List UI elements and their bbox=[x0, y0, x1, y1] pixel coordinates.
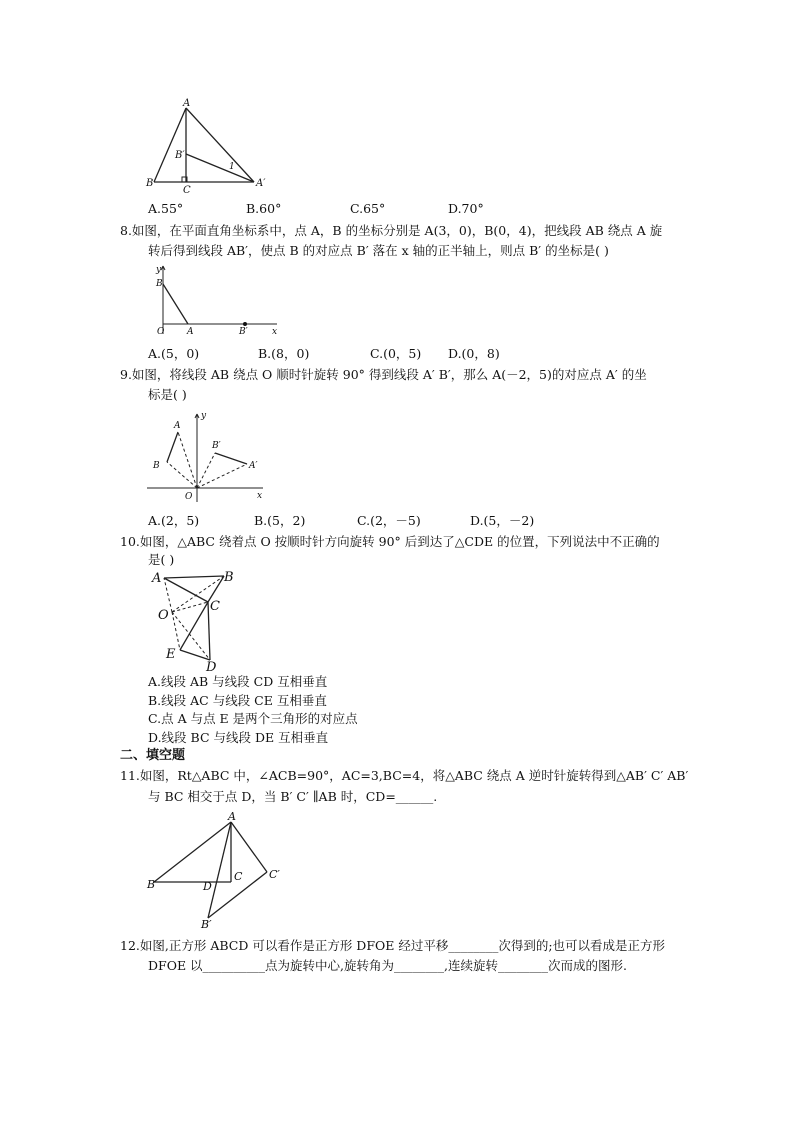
q9-label-O: O bbox=[185, 492, 193, 502]
q11-label-B: B bbox=[147, 878, 156, 891]
q9-label-A: A bbox=[174, 421, 181, 431]
q8-line2: 转后得到线段 AB′，使点 B 的对应点 B′ 落在 x 轴的正半轴上，则点 B′ 的坐标是( ) bbox=[148, 243, 609, 258]
q9-line2: 标是( ) bbox=[148, 387, 187, 402]
q11-label-Cp: C′ bbox=[269, 868, 280, 881]
q10-label-A: A bbox=[152, 571, 162, 586]
q7-option-d: D.70° bbox=[448, 201, 484, 216]
q8-option-d: D.(0，8) bbox=[448, 346, 500, 361]
q9-option-c: C.(2，－5) bbox=[357, 513, 421, 528]
q8-line1: 8.如图，在平面直角坐标系中，点 A，B 的坐标分别是 A(3，0)，B(0，4)，把线段 AB 绕点 A 旋 bbox=[120, 223, 663, 238]
q7-option-c: C.65° bbox=[350, 201, 386, 216]
q10-label-C: C bbox=[210, 599, 220, 614]
q7-label-Ap: A′ bbox=[256, 178, 266, 189]
q11-label-C: C bbox=[234, 870, 243, 883]
q8-figure bbox=[145, 262, 285, 338]
q9-label-Bp: B′ bbox=[212, 441, 221, 451]
q7-label-A: A bbox=[183, 98, 191, 109]
q10-label-B: B bbox=[224, 570, 234, 585]
q7-label-1: 1 bbox=[229, 162, 235, 172]
q10-line1: 10.如图，△ABC 绕着点 O 按顺时针方向旋转 90° 后到达了△CDE 的位置，下列说法中不正确的 bbox=[120, 534, 660, 549]
q10-option-c: C.点 A 与点 E 是两个三角形的对应点 bbox=[148, 711, 358, 726]
q10-option-a: A.线段 AB 与线段 CD 互相垂直 bbox=[148, 674, 328, 689]
q9-option-d: D.(5，－2) bbox=[470, 513, 535, 528]
q11-figure bbox=[145, 812, 285, 930]
section-title-fill-blank: 二、填空题 bbox=[120, 748, 186, 763]
q10-label-O: O bbox=[158, 608, 169, 623]
q8-label-A: A bbox=[187, 327, 194, 337]
q10-label-E: E bbox=[166, 647, 176, 662]
q8-label-O: O bbox=[157, 327, 165, 337]
q12-line2: DFOE 以__________点为旋转中心,旋转角为________,连续旋转________次而成的图形. bbox=[148, 958, 627, 973]
q10-option-d: D.线段 BC 与线段 DE 互相垂直 bbox=[148, 730, 329, 745]
q8-label-y: y bbox=[156, 265, 162, 275]
q9-label-B: B bbox=[153, 461, 160, 471]
q8-option-b: B.(8，0) bbox=[258, 346, 310, 361]
q7-label-C: C bbox=[183, 185, 191, 196]
q10-line2: 是( ) bbox=[148, 552, 175, 567]
q10-figure bbox=[150, 568, 240, 675]
q9-option-b: B.(5，2) bbox=[254, 513, 306, 528]
q11-label-D: D bbox=[203, 880, 212, 893]
q11-line1: 11.如图，Rt△ABC 中，∠ACB=90°，AC=3,BC=4，将△ABC 绕点 A 逆时针旋转得到△AB′ C′ AB′ bbox=[120, 768, 689, 783]
q7-label-Bp: B′ bbox=[175, 150, 185, 161]
q7-option-b: B.60° bbox=[246, 201, 282, 216]
q7-label-B: B bbox=[146, 178, 154, 189]
q9-label-Ap: A′ bbox=[249, 461, 258, 471]
q7-figure bbox=[140, 98, 280, 194]
q10-label-D: D bbox=[206, 660, 217, 675]
q10-option-b: B.线段 AC 与线段 CE 互相垂直 bbox=[148, 693, 327, 708]
q9-label-y: y bbox=[201, 411, 207, 421]
q11-label-A: A bbox=[228, 810, 236, 823]
q7-option-a: A.55° bbox=[148, 201, 184, 216]
q12-line1: 12.如图,正方形 ABCD 可以看作是正方形 DFOE 经过平移________次得到的;也可以看成是正方形 bbox=[120, 938, 666, 953]
q9-figure bbox=[145, 408, 270, 504]
q8-option-a: A.(5，0) bbox=[148, 346, 200, 361]
q8-label-x: x bbox=[272, 327, 278, 337]
q8-option-c: C.(0，5) bbox=[370, 346, 422, 361]
q8-label-B: B bbox=[156, 279, 163, 289]
q9-option-a: A.(2，5) bbox=[148, 513, 200, 528]
q11-label-Bp: B′ bbox=[201, 918, 212, 931]
q9-label-x: x bbox=[257, 491, 263, 501]
q11-line2: 与 BC 相交于点 D，当 B′ C′ ∥AB 时，CD=______. bbox=[148, 789, 438, 804]
q9-line1: 9.如图，将线段 AB 绕点 O 顺时针旋转 90° 得到线段 A′ B′，那么 A(－2，5)的对应点 A′ 的坐 bbox=[120, 367, 647, 382]
q8-label-Bp: B′ bbox=[239, 327, 248, 337]
